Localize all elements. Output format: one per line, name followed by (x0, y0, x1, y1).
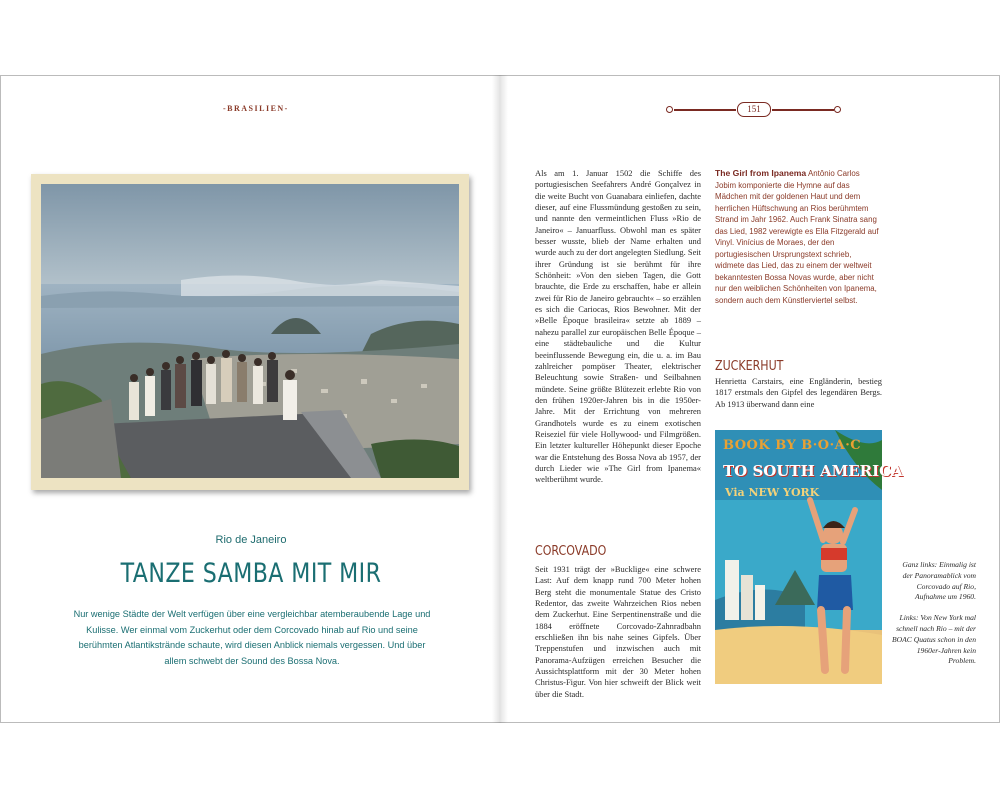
lead-paragraph: Nur wenige Städte der Welt verfügen über eine vergleichbar atemberaubende Lage und Kulisse. Wer einmal vom Zuckerhut oder dem Corcovado hinab auf Rio und seine berühmten Atlantikstrände schaute, wird diesen Anblick niemals vergessen. Und über allem schwebt der Sound des Bossa Nova. (73, 609, 431, 666)
page-number-ornament (666, 102, 842, 118)
ipanema-sidebar-text: Antônio Carlos Jobim komponierte die Hymne auf das Mädchen mit der goldenen Haut und dem herrlichen Hüftschwung an Rios berühmtem Strand im Jahr 1962. Auch Frank Sinatra sang das Lied, 1982 verewigte es Ella Fitzgerald auf Vinyl. Vinícius de Moraes, der den portugiesischen Ursprungstext schrieb, widmete das Lied, das zu einem der weltweit bekanntesten Bossa Novas wurde, aber nicht nur den weiblichen Schönheiten von Ipanema, sondern auch dem Künstlerviertel selbst. (715, 169, 879, 306)
left-page (0, 75, 500, 723)
poster-line-3: Via NEW YORK (725, 486, 820, 499)
ornament-dot-left (666, 106, 673, 113)
caption-poster: Links: Von New York mal schnell nach Rio – mit der BOAC Quatus schon in den 1960er-Jahren kein Problem. (892, 613, 976, 666)
body-paragraph: Als am 1. Januar 1502 die Schiffe des portugiesischen Seefahrers André Gonçalvez in die weite Bucht von Guanabara einliefen, dachte dieser, auf eine Flussmündung gestoßen zu sein, und nannte den vermeintlichen Fluss »Rio de Janeiro« – Januarfluss. Obwohl man es später besser wusste, blieb der Name erhalten und wurde auch zu der dort angelegten Siedlung. Seit ihrer Gründung ist sie berühmt für ihre Schönheit: »Von den sieben Tagen, die Gott brauchte, die Erde zu erschaffen, habe er allein zwei für Rio de Janeiro gebraucht« – so erzählen es sich die Cariocas, Rios Bewohner. Mit der »Belle Époque brasileira« setzte ab 1889 – nahezu parallel zur europäischen Belle Époque – eine städtebauliche und die Kultur beeinflussende Bewegung ein, die u. a. im Bau zahlreicher pompöser Theater, elektrischer Beleuchtung sowie Straßen- und Seilbahnen mündete. Seine größte Blütezeit erlebte Rio von den frühen 1920er-Jahren bis in die 1950er-Jahre. Mit der Errichtung von mehreren Grandhotels wurde es zu einem exotischen Reiseziel für viele Hollywood- und Filmgrößen. Ein letzter kultureller Höhepunkt dieser Epoche war die Entstehung des Bossa Nova ab 1957, der durch Lieder wie »The Girl from Ipanema« weltberühmt wurde. (535, 168, 701, 485)
running-head: -BRASILIEN- (223, 104, 289, 113)
corcovado-photo (41, 184, 459, 478)
boac-poster (715, 430, 903, 684)
corcovado-heading: CORCOVADO (535, 544, 607, 559)
book-spread (0, 75, 1000, 723)
kicker: Rio de Janeiro (215, 534, 287, 546)
image-captions (892, 560, 976, 667)
poster-line-2: TO SOUTH AMERICA (723, 462, 903, 480)
ornament-line-left (674, 109, 736, 111)
ornament-line-right (772, 109, 834, 111)
photo-frame (31, 174, 469, 490)
right-page (500, 75, 1000, 723)
ipanema-sidebar-title: The Girl from Ipanema (715, 168, 807, 178)
ornament-dot-right (834, 106, 841, 113)
book-gutter (492, 75, 508, 723)
caption-photo: Ganz links: Einmalig ist der Panoramablick vom Corcovado auf Rio, Aufnahme um 1960. (902, 560, 976, 602)
page-number: 151 (737, 102, 771, 117)
poster-line-1: BOOK BY B·O·A·C (723, 438, 862, 453)
zuckerhut-paragraph: Henrietta Carstairs, eine Engländerin, bestieg 1817 erstmals den Gipfel des legendären Bergs. Ab 1913 überwand dann eine (715, 376, 882, 409)
headline: TANZE SAMBA MIT MIR (120, 558, 382, 589)
corcovado-photo-art (41, 184, 459, 478)
corcovado-section (535, 546, 701, 700)
corcovado-paragraph: Seit 1931 trägt der »Bucklige« eine schwere Last: Auf dem knapp rund 700 Meter hohen Berg steht die monumentale Statue des Cristo Redentor, das zweite Wahrzeichen Rios neben dem Zuckerhut. Eine Serpentinenstraße und die 1884 eröffnete Corcovado-Zahnradbahn erschließen ihn bis nahe seines Gipfels. Über Treppenstufen und inzwischen auch mit Panorama-Aufzügen erreichen Besucher die Aussichtsplattform mit der 30 Meter hohen Christus-Figur. Von hier schweift der Blick weit über die Stadt. (535, 564, 701, 699)
zuckerhut-heading: ZUCKERHUT (715, 359, 784, 374)
body-text-column (535, 168, 701, 486)
ipanema-sidebar (715, 168, 882, 307)
zuckerhut-section (715, 359, 796, 377)
